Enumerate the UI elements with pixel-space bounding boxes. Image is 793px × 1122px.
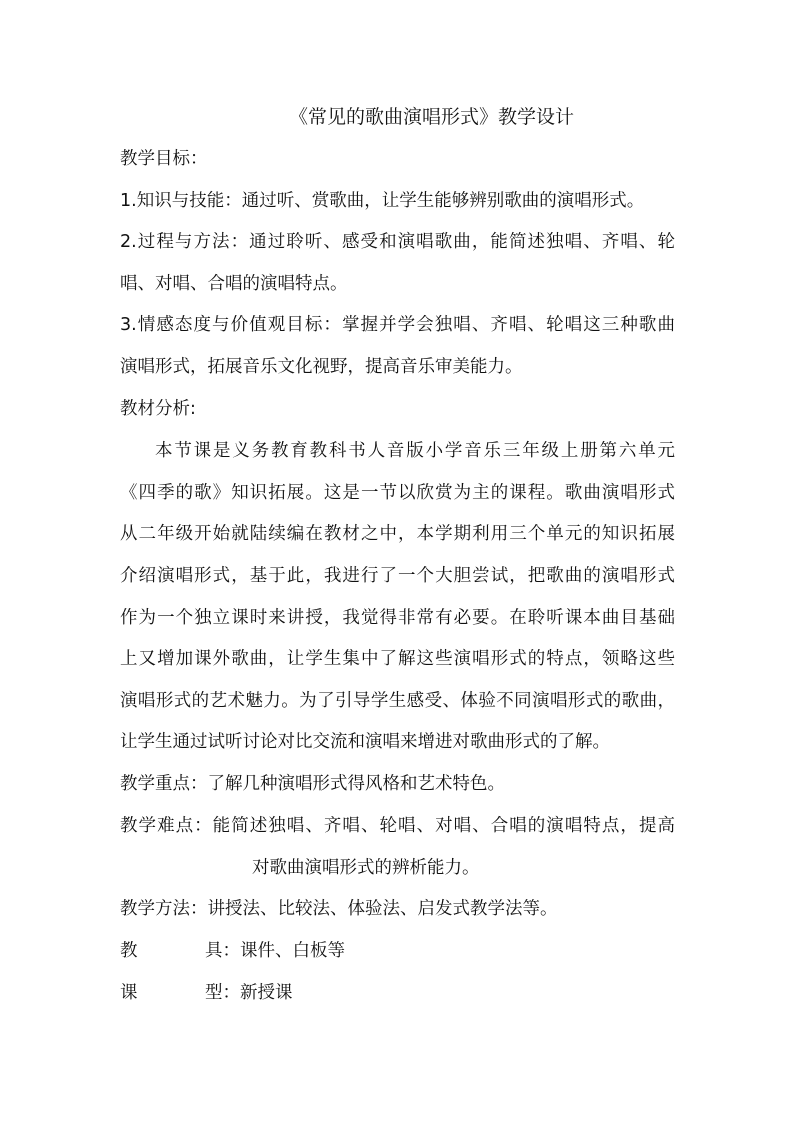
tools-value: 具：课件、白板等 (205, 941, 345, 961)
lesson-type-value: 型：新授课 (205, 983, 293, 1003)
analysis-line: 从二年级开始就陆续编在教材之中，本学期利用三个单元的知识拓展 (120, 524, 675, 544)
analysis-line: 上又增加课外歌曲，让学生集中了解这些演唱形式的特点，领略这些 (120, 649, 675, 669)
analysis-line: 本节课是义务教育教科书人音版小学音乐三年级上册第六单元 (155, 441, 675, 461)
difficulty-line-2: 对歌曲演唱形式的辨析能力。 (252, 858, 480, 878)
objective-item-2-line-1: 2.过程与方法：通过聆听、感受和演唱歌曲，能简述独唱、齐唱、轮 (120, 232, 675, 252)
lesson-type-label: 课 (120, 983, 138, 1003)
objective-item-2-line-2: 唱、对唱、合唱的演唱特点。 (120, 274, 348, 294)
document-title: 《常见的歌曲演唱形式》教学设计 (288, 106, 574, 128)
objectives-heading: 教学目标： (120, 149, 208, 169)
objective-item-1: 1.知识与技能：通过听、赏歌曲，让学生能够辨别歌曲的演唱形式。 (120, 191, 645, 211)
analysis-heading: 教材分析: (120, 399, 196, 419)
objective-item-3-line-1: 3.情感态度与价值观目标：掌握并学会独唱、齐唱、轮唱这三种歌曲 (120, 315, 675, 335)
analysis-line: 《四季的歌》知识拓展。这是一节以欣赏为主的课程。歌曲演唱形式 (120, 483, 675, 503)
tools-label: 教 (120, 941, 138, 961)
analysis-line: 介绍演唱形式，基于此，我进行了一个大胆尝试，把歌曲的演唱形式 (120, 566, 675, 586)
difficulty-line-1: 教学难点：能简述独唱、齐唱、轮唱、对唱、合唱的演唱特点，提高 (120, 816, 675, 836)
analysis-line: 让学生通过试听讨论对比交流和演唱来增进对歌曲形式的了解。 (120, 732, 610, 752)
analysis-line: 演唱形式的艺术魅力。为了引导学生感受、体验不同演唱形式的歌曲， (120, 691, 675, 711)
analysis-line: 作为一个独立课时来讲授，我觉得非常有必要。在聆听课本曲目基础 (120, 608, 675, 628)
objective-item-3-line-2: 演唱形式，拓展音乐文化视野，提高音乐审美能力。 (120, 357, 523, 377)
key-point: 教学重点：了解几种演唱形式得风格和艺术特色。 (120, 774, 505, 794)
teaching-methods: 教学方法：讲授法、比较法、体验法、启发式教学法等。 (120, 899, 558, 919)
